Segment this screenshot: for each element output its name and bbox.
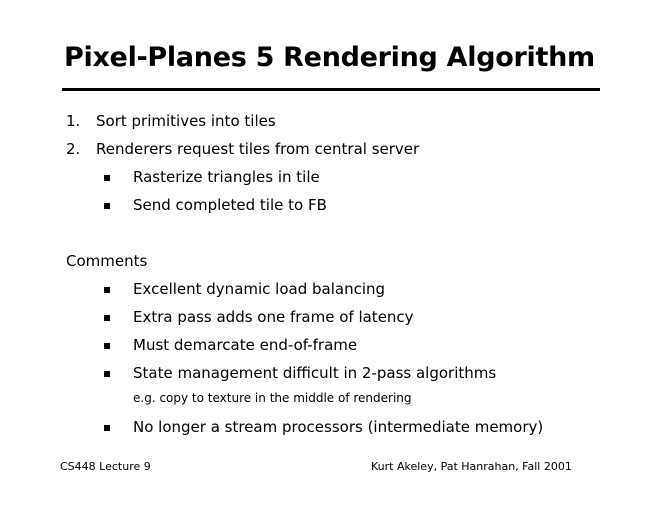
sub-bullet-text: Rasterize triangles in tile: [133, 168, 320, 186]
comments-heading: Comments: [66, 252, 148, 270]
numbered-item-text: Sort primitives into tiles: [96, 112, 276, 130]
comment-text: Extra pass adds one frame of latency: [133, 308, 414, 326]
square-bullet-icon: [104, 287, 110, 293]
comment-text: State management difficult in 2-pass algorithms: [133, 364, 497, 382]
numbered-item-number: 2.: [66, 140, 81, 158]
square-bullet-icon: [104, 175, 110, 181]
footer-authors: Kurt Akeley, Pat Hanrahan, Fall 2001: [371, 460, 572, 473]
square-bullet-icon: [104, 371, 110, 377]
numbered-item-text: Renderers request tiles from central server: [96, 140, 420, 158]
slide-title: Pixel-Planes 5 Rendering Algorithm: [64, 42, 595, 73]
title-rule: [62, 88, 600, 91]
footer-course-label: CS448 Lecture 9: [60, 460, 151, 473]
comment-note: e.g. copy to texture in the middle of rendering: [133, 391, 412, 405]
sub-bullet-text: Send completed tile to FB: [133, 196, 327, 214]
comment-text: No longer a stream processors (intermediate memory): [133, 418, 544, 436]
comment-text: Excellent dynamic load balancing: [133, 280, 386, 298]
square-bullet-icon: [104, 203, 110, 209]
numbered-item-number: 1.: [66, 112, 81, 130]
square-bullet-icon: [104, 425, 110, 431]
square-bullet-icon: [104, 343, 110, 349]
square-bullet-icon: [104, 315, 110, 321]
comment-text: Must demarcate end-of-frame: [133, 336, 358, 354]
